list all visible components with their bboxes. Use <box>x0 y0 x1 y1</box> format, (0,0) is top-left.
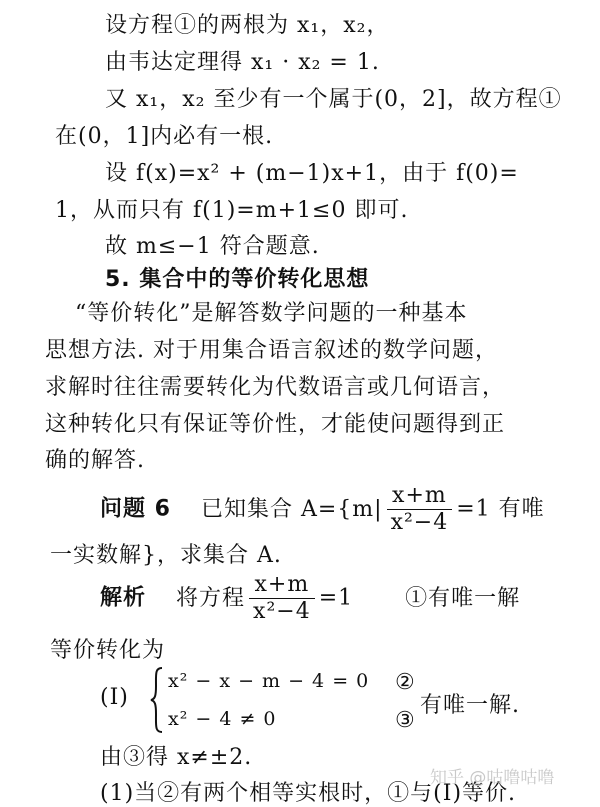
problem-line <box>100 483 545 536</box>
problem-fraction <box>387 483 453 536</box>
equation-2: x² − x − m − 4 = 0 <box>168 670 370 692</box>
problem-continuation: 一实数解}，求集合 A. <box>50 543 282 568</box>
solution-line <box>100 572 520 625</box>
text-line-7: 故 m≤−1 符合题意. <box>105 234 320 259</box>
text-line-5: 设 f(x)=x² + (m−1)x+1，由于 f(0)= <box>105 161 519 186</box>
text-line-6: 1，从而只有 f(1)=m+1≤0 即可. <box>55 198 409 223</box>
left-brace-icon <box>150 666 164 734</box>
section-heading: 5. 集合中的等价转化思想 <box>105 267 370 292</box>
problem-fraction-numerator: x+m <box>387 483 453 510</box>
solution-label: 解析 <box>100 585 147 611</box>
paragraph-line-4: 这种转化只有保证等价性，才能使问题得到正 <box>45 412 506 437</box>
solution-pre: 将方程 <box>176 585 246 611</box>
problem-label: 问题 6 <box>100 496 171 522</box>
problem-post: =1 有唯 <box>456 496 545 522</box>
text-line-3: 又 x₁，x₂ 至少有一个属于(0，2]，故方程① <box>105 87 562 112</box>
solution-post: =1 <box>318 585 354 611</box>
system-roman: (Ⅰ) <box>100 685 129 710</box>
watermark: 知乎 @咕噜咕噜 <box>430 768 555 788</box>
solution-fraction-denominator: x²−4 <box>253 599 311 624</box>
equation-mark-2: ② <box>395 670 416 695</box>
paragraph-line-1: “等价转化”是解答数学问题的一种基本 <box>75 301 468 326</box>
solution-fraction-numerator: x+m <box>249 572 315 599</box>
paragraph-line-5: 确的解答. <box>45 448 145 473</box>
paragraph-line-2: 思想方法. 对于用集合语言叙述的数学问题， <box>45 338 498 363</box>
equation-mark-3: ③ <box>395 708 416 733</box>
equation-tag-1: ①有唯一解 <box>405 585 521 611</box>
case-1-line: (1)当②有两个相等实根时，①与(Ⅰ)等价. <box>100 781 517 806</box>
text-line-2: 由韦达定理得 x₁ · x₂ = 1. <box>105 50 380 75</box>
unique-solution-text: 有唯一解. <box>420 693 520 718</box>
text-line-4: 在(0，1]内必有一根. <box>55 124 274 149</box>
paragraph-line-3: 求解时往往需要转化为代数语言或几何语言， <box>45 375 506 400</box>
problem-fraction-denominator: x²−4 <box>390 510 449 535</box>
text-line-1: 设方程①的两根为 x₁，x₂， <box>105 13 390 38</box>
equation-3: x² − 4 ≠ 0 <box>168 708 277 730</box>
equivalence-line: 等价转化为 <box>50 638 166 663</box>
from-eq3-line: 由③得 x≠±2. <box>100 745 253 770</box>
problem-pre: 已知集合 A={m| <box>200 496 383 522</box>
solution-fraction <box>249 572 315 625</box>
